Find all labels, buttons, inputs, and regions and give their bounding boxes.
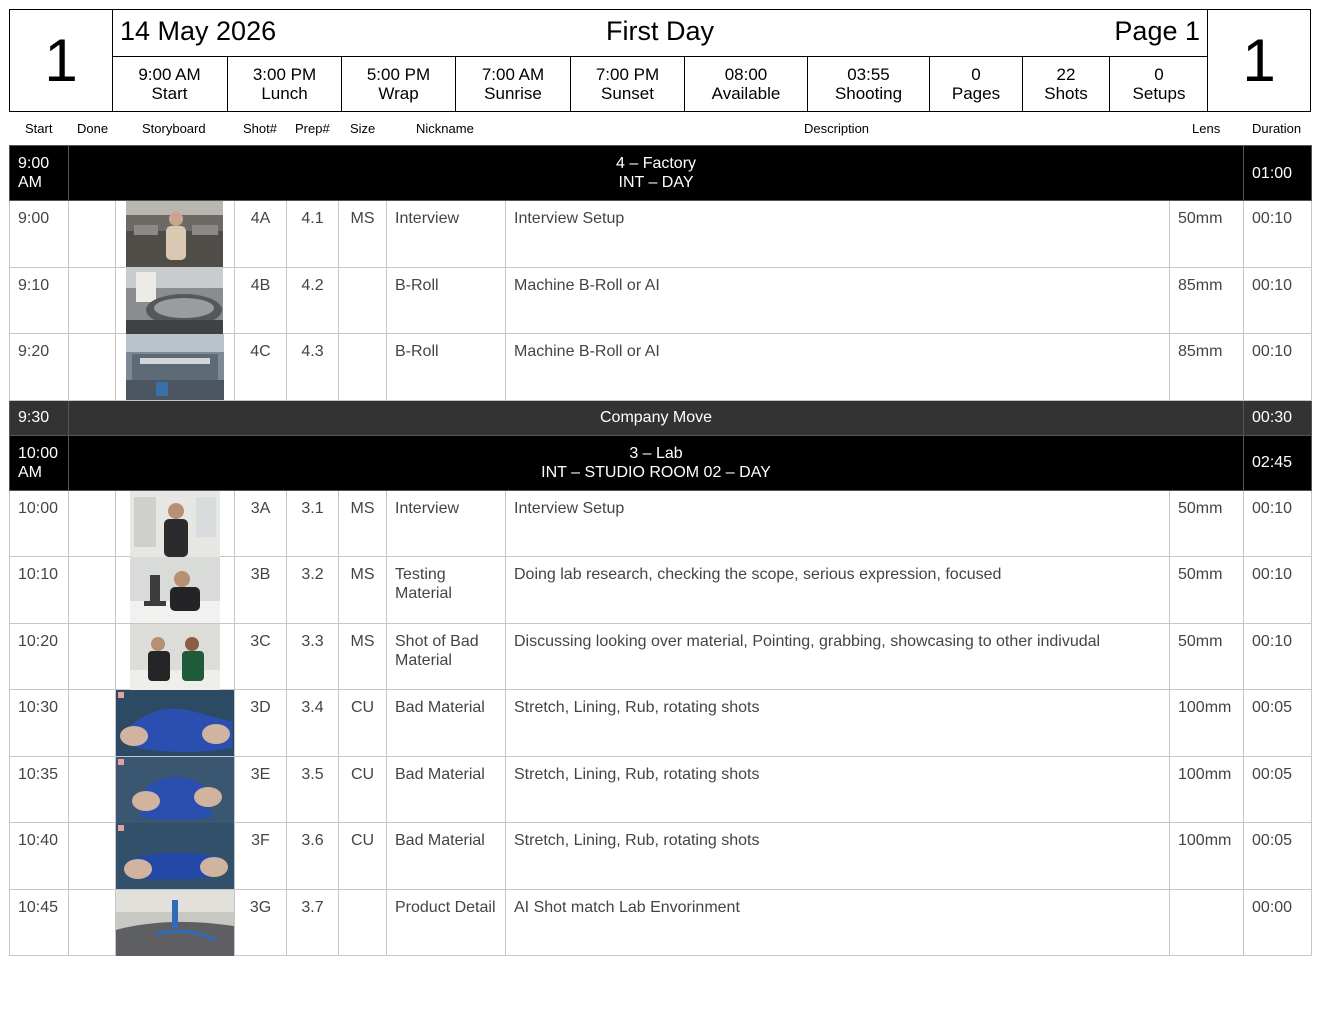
- storyboard-thumbnail: [126, 334, 224, 400]
- prep-number: 3.1: [287, 490, 339, 557]
- storyboard-thumbnail: [116, 757, 234, 823]
- storyboard-cell[interactable]: [116, 267, 235, 334]
- stat-shooting: 03:55 Shooting: [807, 57, 929, 111]
- col-lens: Lens: [1192, 121, 1221, 136]
- shot-duration: 00:10: [1244, 490, 1312, 557]
- col-size: Size: [350, 121, 376, 136]
- col-prep: Prep#: [295, 121, 330, 136]
- shot-row[interactable]: [10, 623, 1312, 690]
- shot-duration: 00:10: [1244, 334, 1312, 401]
- storyboard-cell[interactable]: [116, 756, 235, 823]
- shot-size: MS: [339, 201, 387, 268]
- shot-lens: 85mm: [1170, 267, 1244, 334]
- header-title-row: [112, 10, 1208, 57]
- prep-number: 3.6: [287, 823, 339, 890]
- shot-size: MS: [339, 623, 387, 690]
- shot-start: 10:30: [10, 690, 69, 757]
- storyboard-thumbnail: [130, 557, 220, 623]
- shot-description: Interview Setup: [506, 490, 1170, 557]
- shot-nickname: Bad Material: [387, 690, 506, 757]
- stat-shots: 22 Shots: [1022, 57, 1109, 111]
- col-duration: Duration: [1252, 121, 1302, 136]
- storyboard-thumbnail: [130, 624, 220, 690]
- move-duration: 00:30: [1244, 400, 1312, 435]
- shot-duration: 00:05: [1244, 823, 1312, 890]
- stat-available: 08:00 Available: [684, 57, 807, 111]
- shot-number: 3G: [235, 889, 287, 956]
- shot-start: 10:20: [10, 623, 69, 690]
- shot-size: [339, 267, 387, 334]
- col-start: Start: [25, 121, 53, 136]
- scene-setting: INT – STUDIO ROOM 02 – DAY: [541, 463, 771, 481]
- scene-duration: 02:45: [1244, 435, 1312, 490]
- page-number: Page 1: [1114, 16, 1200, 46]
- company-move-row[interactable]: [10, 400, 1312, 435]
- shot-lens: 50mm: [1170, 557, 1244, 624]
- shot-row[interactable]: [10, 557, 1312, 624]
- shot-description: Doing lab research, checking the scope, serious expression, focused: [506, 557, 1170, 624]
- shot-row[interactable]: [10, 889, 1312, 956]
- prep-number: 3.3: [287, 623, 339, 690]
- shot-lens: 100mm: [1170, 690, 1244, 757]
- day-title: First Day: [606, 16, 714, 46]
- shot-lens: [1170, 889, 1244, 956]
- shot-nickname: B-Roll: [387, 334, 506, 401]
- storyboard-cell[interactable]: [116, 490, 235, 557]
- scene-name: 4 – Factory: [616, 155, 697, 172]
- shot-number: 3A: [235, 490, 287, 557]
- shot-nickname: Testing Material: [387, 557, 506, 624]
- move-label: Company Move: [69, 400, 1244, 435]
- day-number-left: 1: [10, 10, 113, 111]
- shot-description: Stretch, Lining, Rub, rotating shots: [506, 823, 1170, 890]
- prep-number: 4.3: [287, 334, 339, 401]
- shot-start: 9:00: [10, 201, 69, 268]
- shot-duration: 00:05: [1244, 756, 1312, 823]
- scene-title: [69, 435, 1244, 490]
- day-stats: [112, 57, 1208, 111]
- header-center: [112, 10, 1208, 111]
- shot-nickname: Product Detail: [387, 889, 506, 956]
- shot-duration: 00:10: [1244, 201, 1312, 268]
- shot-start: 10:00: [10, 490, 69, 557]
- shot-duration: 00:00: [1244, 889, 1312, 956]
- shot-nickname: Interview: [387, 201, 506, 268]
- stat-sunset: 7:00 PM Sunset: [570, 57, 684, 111]
- scene-name: 3 – Lab: [629, 444, 683, 462]
- day-number-right: 1: [1207, 10, 1310, 111]
- shot-start: 9:10: [10, 267, 69, 334]
- schedule-table: [9, 145, 1312, 956]
- storyboard-cell[interactable]: [116, 823, 235, 890]
- col-done: Done: [77, 121, 109, 136]
- storyboard-cell[interactable]: [116, 557, 235, 624]
- done-checkbox[interactable]: [69, 690, 116, 757]
- prep-number: 4.2: [287, 267, 339, 334]
- shot-description: Machine B-Roll or AI: [506, 334, 1170, 401]
- done-checkbox[interactable]: [69, 201, 116, 268]
- shot-lens: 100mm: [1170, 756, 1244, 823]
- shot-duration: 00:10: [1244, 267, 1312, 334]
- shot-row[interactable]: [10, 267, 1312, 334]
- done-checkbox[interactable]: [69, 557, 116, 624]
- stat-lunch: 3:00 PM Lunch: [227, 57, 341, 111]
- shot-lens: 100mm: [1170, 823, 1244, 890]
- move-start: 9:30: [10, 400, 69, 435]
- shot-size: CU: [339, 756, 387, 823]
- shot-description: Discussing looking over material, Pointing, grabbing, showcasing to other indivudal: [506, 623, 1170, 690]
- shot-description: Interview Setup: [506, 201, 1170, 268]
- shot-lens: 50mm: [1170, 201, 1244, 268]
- storyboard-thumbnail: [126, 268, 223, 334]
- shot-size: CU: [339, 823, 387, 890]
- shot-row[interactable]: [10, 334, 1312, 401]
- prep-number: 3.5: [287, 756, 339, 823]
- stat-pages: 0 Pages: [929, 57, 1022, 111]
- storyboard-thumbnail: [126, 201, 223, 267]
- shot-number: 3E: [235, 756, 287, 823]
- shot-duration: 00:10: [1244, 557, 1312, 624]
- shot-number: 4A: [235, 201, 287, 268]
- done-checkbox[interactable]: [69, 623, 116, 690]
- scene-start: 10:00 AM: [10, 435, 69, 490]
- scene-title: [69, 146, 1244, 201]
- shot-description: AI Shot match Lab Envorinment: [506, 889, 1170, 956]
- shot-number: 4B: [235, 267, 287, 334]
- shot-nickname: Shot of Bad Material: [387, 623, 506, 690]
- shot-description: Machine B-Roll or AI: [506, 267, 1170, 334]
- day-header: [9, 9, 1311, 112]
- shot-row[interactable]: [10, 201, 1312, 268]
- storyboard-cell[interactable]: [116, 334, 235, 401]
- done-checkbox[interactable]: [69, 334, 116, 401]
- shot-size: MS: [339, 490, 387, 557]
- shot-size: [339, 334, 387, 401]
- scene-header-row[interactable]: [10, 435, 1312, 490]
- shot-duration: 00:05: [1244, 690, 1312, 757]
- shot-start: 10:45: [10, 889, 69, 956]
- storyboard-cell[interactable]: [116, 690, 235, 757]
- scene-start: 9:00 AM: [10, 146, 69, 201]
- shot-number: 3B: [235, 557, 287, 624]
- shot-lens: 50mm: [1170, 490, 1244, 557]
- stat-wrap: 5:00 PM Wrap: [341, 57, 455, 111]
- shot-number: 3C: [235, 623, 287, 690]
- scene-header-row[interactable]: [10, 146, 1312, 201]
- prep-number: 3.7: [287, 889, 339, 956]
- scene-setting: INT – DAY: [618, 174, 694, 191]
- shot-nickname: Bad Material: [387, 756, 506, 823]
- storyboard-thumbnail: [116, 890, 234, 956]
- shoot-date: 14 May 2026: [120, 16, 277, 46]
- shot-size: MS: [339, 557, 387, 624]
- prep-number: 3.4: [287, 690, 339, 757]
- shot-row[interactable]: [10, 756, 1312, 823]
- storyboard-thumbnail: [116, 690, 234, 756]
- shot-description: Stretch, Lining, Rub, rotating shots: [506, 756, 1170, 823]
- shot-duration: 00:10: [1244, 623, 1312, 690]
- scene-duration: 01:00: [1244, 146, 1312, 201]
- stat-start: 9:00 AM Start: [138, 65, 201, 103]
- shot-row[interactable]: [10, 490, 1312, 557]
- shot-description: Stretch, Lining, Rub, rotating shots: [506, 690, 1170, 757]
- storyboard-cell[interactable]: [116, 889, 235, 956]
- storyboard-cell[interactable]: [116, 623, 235, 690]
- shot-number: 3F: [235, 823, 287, 890]
- done-checkbox[interactable]: [69, 267, 116, 334]
- shot-nickname: Bad Material: [387, 823, 506, 890]
- shot-start: 9:20: [10, 334, 69, 401]
- shot-start: 10:40: [10, 823, 69, 890]
- col-storyboard: Storyboard: [142, 121, 206, 136]
- shot-size: CU: [339, 690, 387, 757]
- col-nickname: Nickname: [416, 121, 474, 136]
- shot-size: [339, 889, 387, 956]
- storyboard-thumbnail: [116, 823, 234, 889]
- shot-number: 3D: [235, 690, 287, 757]
- stat-sunrise: 7:00 AM Sunrise: [455, 57, 570, 111]
- col-description: Description: [804, 121, 870, 136]
- storyboard-thumbnail: [130, 491, 220, 557]
- shot-start: 10:35: [10, 756, 69, 823]
- done-checkbox[interactable]: [69, 490, 116, 557]
- shot-start: 10:10: [10, 557, 69, 624]
- col-shot: Shot#: [243, 121, 277, 136]
- shot-row[interactable]: [10, 823, 1312, 890]
- shot-nickname: B-Roll: [387, 267, 506, 334]
- stat-setups: 0 Setups: [1109, 57, 1208, 111]
- done-checkbox[interactable]: [69, 889, 116, 956]
- shot-lens: 50mm: [1170, 623, 1244, 690]
- prep-number: 3.2: [287, 557, 339, 624]
- shot-row[interactable]: [10, 690, 1312, 757]
- done-checkbox[interactable]: [69, 756, 116, 823]
- shot-nickname: Interview: [387, 490, 506, 557]
- shot-number: 4C: [235, 334, 287, 401]
- storyboard-cell[interactable]: [116, 201, 235, 268]
- prep-number: 4.1: [287, 201, 339, 268]
- shot-lens: 85mm: [1170, 334, 1244, 401]
- done-checkbox[interactable]: [69, 823, 116, 890]
